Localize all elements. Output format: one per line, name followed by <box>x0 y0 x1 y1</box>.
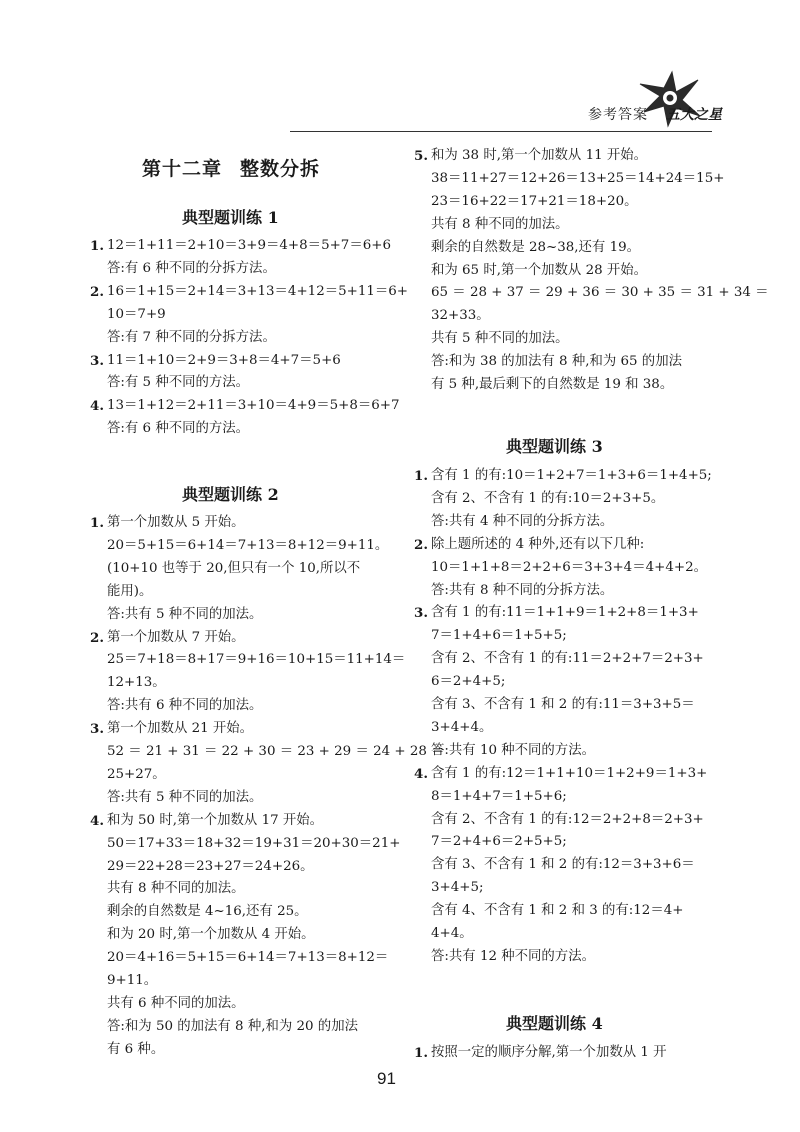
s2-answer-line: 有 5 种,最后剩下的自然数是 19 和 38。 <box>431 377 674 392</box>
s2-answer-line: 29＝22+28＝23+27＝24+26。 <box>107 858 314 874</box>
s4-item-number: 1. <box>414 1045 428 1061</box>
s2-answer-line: 答:和为 38 的加法有 8 种,和为 65 的加法 <box>431 354 682 370</box>
s3-answer-line: 答:共有 4 种不同的分拆方法。 <box>431 513 614 529</box>
s1-answer-line: 12＝1+11＝2+10＝3+9＝4+8＝5+7＝6+6 <box>107 238 391 253</box>
s3-answer-line: 含有 1 的有:12＝1+1+10＝1+2+9＝1+3+ <box>431 765 708 781</box>
s2-answer-line: 共有 8 种不同的加法。 <box>431 216 569 232</box>
s3-answer-line: 10＝1+1+8＝2+2+6＝3+3+4＝4+4+2。 <box>431 559 707 575</box>
s2-answer-line: 第一个加数从 7 开始。 <box>107 629 245 645</box>
s2-answer-line: 答:和为 50 的加法有 8 种,和为 20 的加法 <box>107 1018 358 1034</box>
s2-answer-line: 12+13。 <box>107 675 166 691</box>
s2-answer-line: 答:共有 5 种不同的加法。 <box>107 606 263 622</box>
s2-answer-line: 第一个加数从 5 开始。 <box>107 515 245 530</box>
s2-answer-line: 65 ＝ 28 + 37 ＝ 29 + 36 ＝ 30 + 35 ＝ 31 + 34 ＝ <box>431 285 769 301</box>
s1-answer-line: 16＝1+15＝2+14＝3+13＝4+12＝5+11＝6+ <box>107 283 409 299</box>
s2-answer-line: 25+27。 <box>107 766 166 782</box>
section-heading-s1: 典型题训练 1 <box>182 208 279 227</box>
s3-answer-line: 7＝1+4+6＝1+5+5; <box>431 628 567 644</box>
s2-answer-line: 共有 8 种不同的加法。 <box>107 881 245 897</box>
s2-answer-line: 25＝7+18＝8+17＝9+16＝10+15＝11+14＝ <box>107 652 406 668</box>
s1-answer-line: 答:有 7 种不同的分拆方法。 <box>107 329 276 345</box>
s3-answer-line: 含有 1 的有:10＝1+2+7＝1+3+6＝1+4+5; <box>431 468 712 483</box>
chapter-title <box>142 154 320 181</box>
s3-answer-line: 含有 1 的有:11＝1+1+9＝1+2+8＝1+3+ <box>431 605 699 621</box>
s2-item-number: 2. <box>90 629 104 646</box>
s2-answer-line: 20＝4+16＝5+15＝6+14＝7+13＝8+12＝ <box>107 950 389 966</box>
s1-item-number: 4. <box>90 398 104 415</box>
s3-answer-line: 4+4。 <box>431 926 473 941</box>
s3-item-number: 1. <box>414 468 428 484</box>
s2-answer-line: 52 ＝ 21 + 31 ＝ 22 + 30 ＝ 23 + 29 ＝ 24 + 28 ＝ <box>107 744 445 759</box>
chapter-number: 第十二章 <box>142 158 223 180</box>
s3-answer-line: 除上题所述的 4 种外,还有以下几种: <box>431 536 645 552</box>
s2-answer-line: 和为 38 时,第一个加数从 11 开始。 <box>431 148 648 163</box>
section-heading-s4: 典型题训练 4 <box>506 1014 603 1033</box>
s3-answer-line: 含有 3、不含有 1 和 2 的有:11＝3+3+5＝ <box>431 697 695 712</box>
s2-answer-line: 32+33。 <box>431 308 490 324</box>
s3-answer-line: 7＝2+4+6＝2+5+5; <box>431 834 567 850</box>
s3-item-number: 4. <box>414 765 428 782</box>
s2-item-number: 1. <box>90 515 104 531</box>
s3-answer-line: 含有 2、不含有 1 的有:11＝2+2+7＝2+3+ <box>431 651 704 667</box>
s2-answer-line: 答:共有 5 种不同的加法。 <box>107 789 263 805</box>
s2-answer-line: 共有 5 种不同的加法。 <box>431 331 569 347</box>
s1-item-number: 2. <box>90 283 104 300</box>
s3-answer-line: 答:共有 10 种不同的方法。 <box>431 742 595 758</box>
s2-answer-line: 答:共有 6 种不同的加法。 <box>107 698 263 714</box>
s2-answer-line: 23＝16+22＝17+21＝18+20。 <box>431 193 638 209</box>
s3-answer-line: 含有 3、不含有 1 和 2 的有:12＝3+3+6＝ <box>431 857 695 873</box>
s2-item-number: 5. <box>414 148 428 164</box>
s2-answer-line: 50＝17+33＝18+32＝19+31＝20+30＝21+ <box>107 835 401 851</box>
header-rule <box>290 131 712 132</box>
s1-answer-line: 答:有 6 种不同的方法。 <box>107 421 250 437</box>
section-heading-s3: 典型题训练 3 <box>506 437 603 456</box>
s2-answer-line: 能用)。 <box>107 583 153 599</box>
s2-answer-line: 剩余的自然数是 28~38,还有 19。 <box>431 239 641 255</box>
header-brand: 五大之星 <box>666 107 722 123</box>
page-number: 91 <box>377 1069 396 1088</box>
s3-answer-line: 答:共有 12 种不同的方法。 <box>431 948 595 964</box>
s2-answer-line: 第一个加数从 21 开始。 <box>107 721 254 737</box>
s2-answer-line: 9+11。 <box>107 973 158 988</box>
s3-answer-line: 6＝2+4+5; <box>431 674 506 690</box>
s2-answer-line: 有 6 种。 <box>107 1041 165 1057</box>
s2-item-number: 3. <box>90 721 104 738</box>
s2-answer-line: 剩余的自然数是 4~16,还有 25。 <box>107 904 308 920</box>
s2-answer-line: 共有 6 种不同的加法。 <box>107 995 245 1011</box>
s1-answer-line: 答:有 5 种不同的方法。 <box>107 375 250 391</box>
s1-answer-line: 13＝1+12＝2+11＝3+10＝4+9＝5+8＝6+7 <box>107 398 400 414</box>
s2-item-number: 4. <box>90 812 104 829</box>
s2-answer-line: 和为 50 时,第一个加数从 17 开始。 <box>107 812 324 828</box>
s1-item-number: 3. <box>90 352 104 369</box>
s3-answer-line: 答:共有 8 种不同的分拆方法。 <box>431 582 614 598</box>
s1-answer-line: 10＝7+9 <box>107 306 166 322</box>
s2-answer-line: 20＝5+15＝6+14＝7+13＝8+12＝9+11。 <box>107 537 389 553</box>
s3-item-number: 3. <box>414 605 428 622</box>
s2-answer-line: 和为 65 时,第一个加数从 28 开始。 <box>431 262 648 278</box>
s3-item-number: 2. <box>414 536 428 553</box>
s1-item-number: 1. <box>90 238 104 254</box>
s3-answer-line: 3+4+4。 <box>431 719 493 735</box>
s1-answer-line: 11＝1+10＝2+9＝3+8＝4+7＝5+6 <box>107 352 341 368</box>
section-heading-s2: 典型题训练 2 <box>182 485 279 504</box>
s3-answer-line: 含有 4、不含有 1 和 2 和 3 的有:12＝4+ <box>431 903 684 919</box>
s2-answer-line: (10+10 也等于 20,但只有一个 10,所以不 <box>107 560 361 576</box>
s4-answer-line: 按照一定的顺序分解,第一个加数从 1 开 <box>431 1045 667 1060</box>
s3-answer-line: 8＝1+4+7＝1+5+6; <box>431 788 567 804</box>
s3-answer-line: 含有 2、不含有 1 的有:12＝2+2+8＝2+3+ <box>431 811 704 827</box>
page-header <box>0 0 800 140</box>
s2-answer-line: 和为 20 时,第一个加数从 4 开始。 <box>107 927 315 943</box>
s3-answer-line: 3+4+5; <box>431 880 484 896</box>
s2-answer-line: 38＝11+27＝12+26＝13+25＝14+24＝15+ <box>431 170 725 186</box>
s3-answer-line: 含有 2、不含有 1 的有:10＝2+3+5。 <box>431 490 665 506</box>
header-section-label: 参考答案 <box>588 107 648 123</box>
s1-answer-line: 答:有 6 种不同的分拆方法。 <box>107 260 276 276</box>
chapter-name: 整数分拆 <box>240 158 321 180</box>
